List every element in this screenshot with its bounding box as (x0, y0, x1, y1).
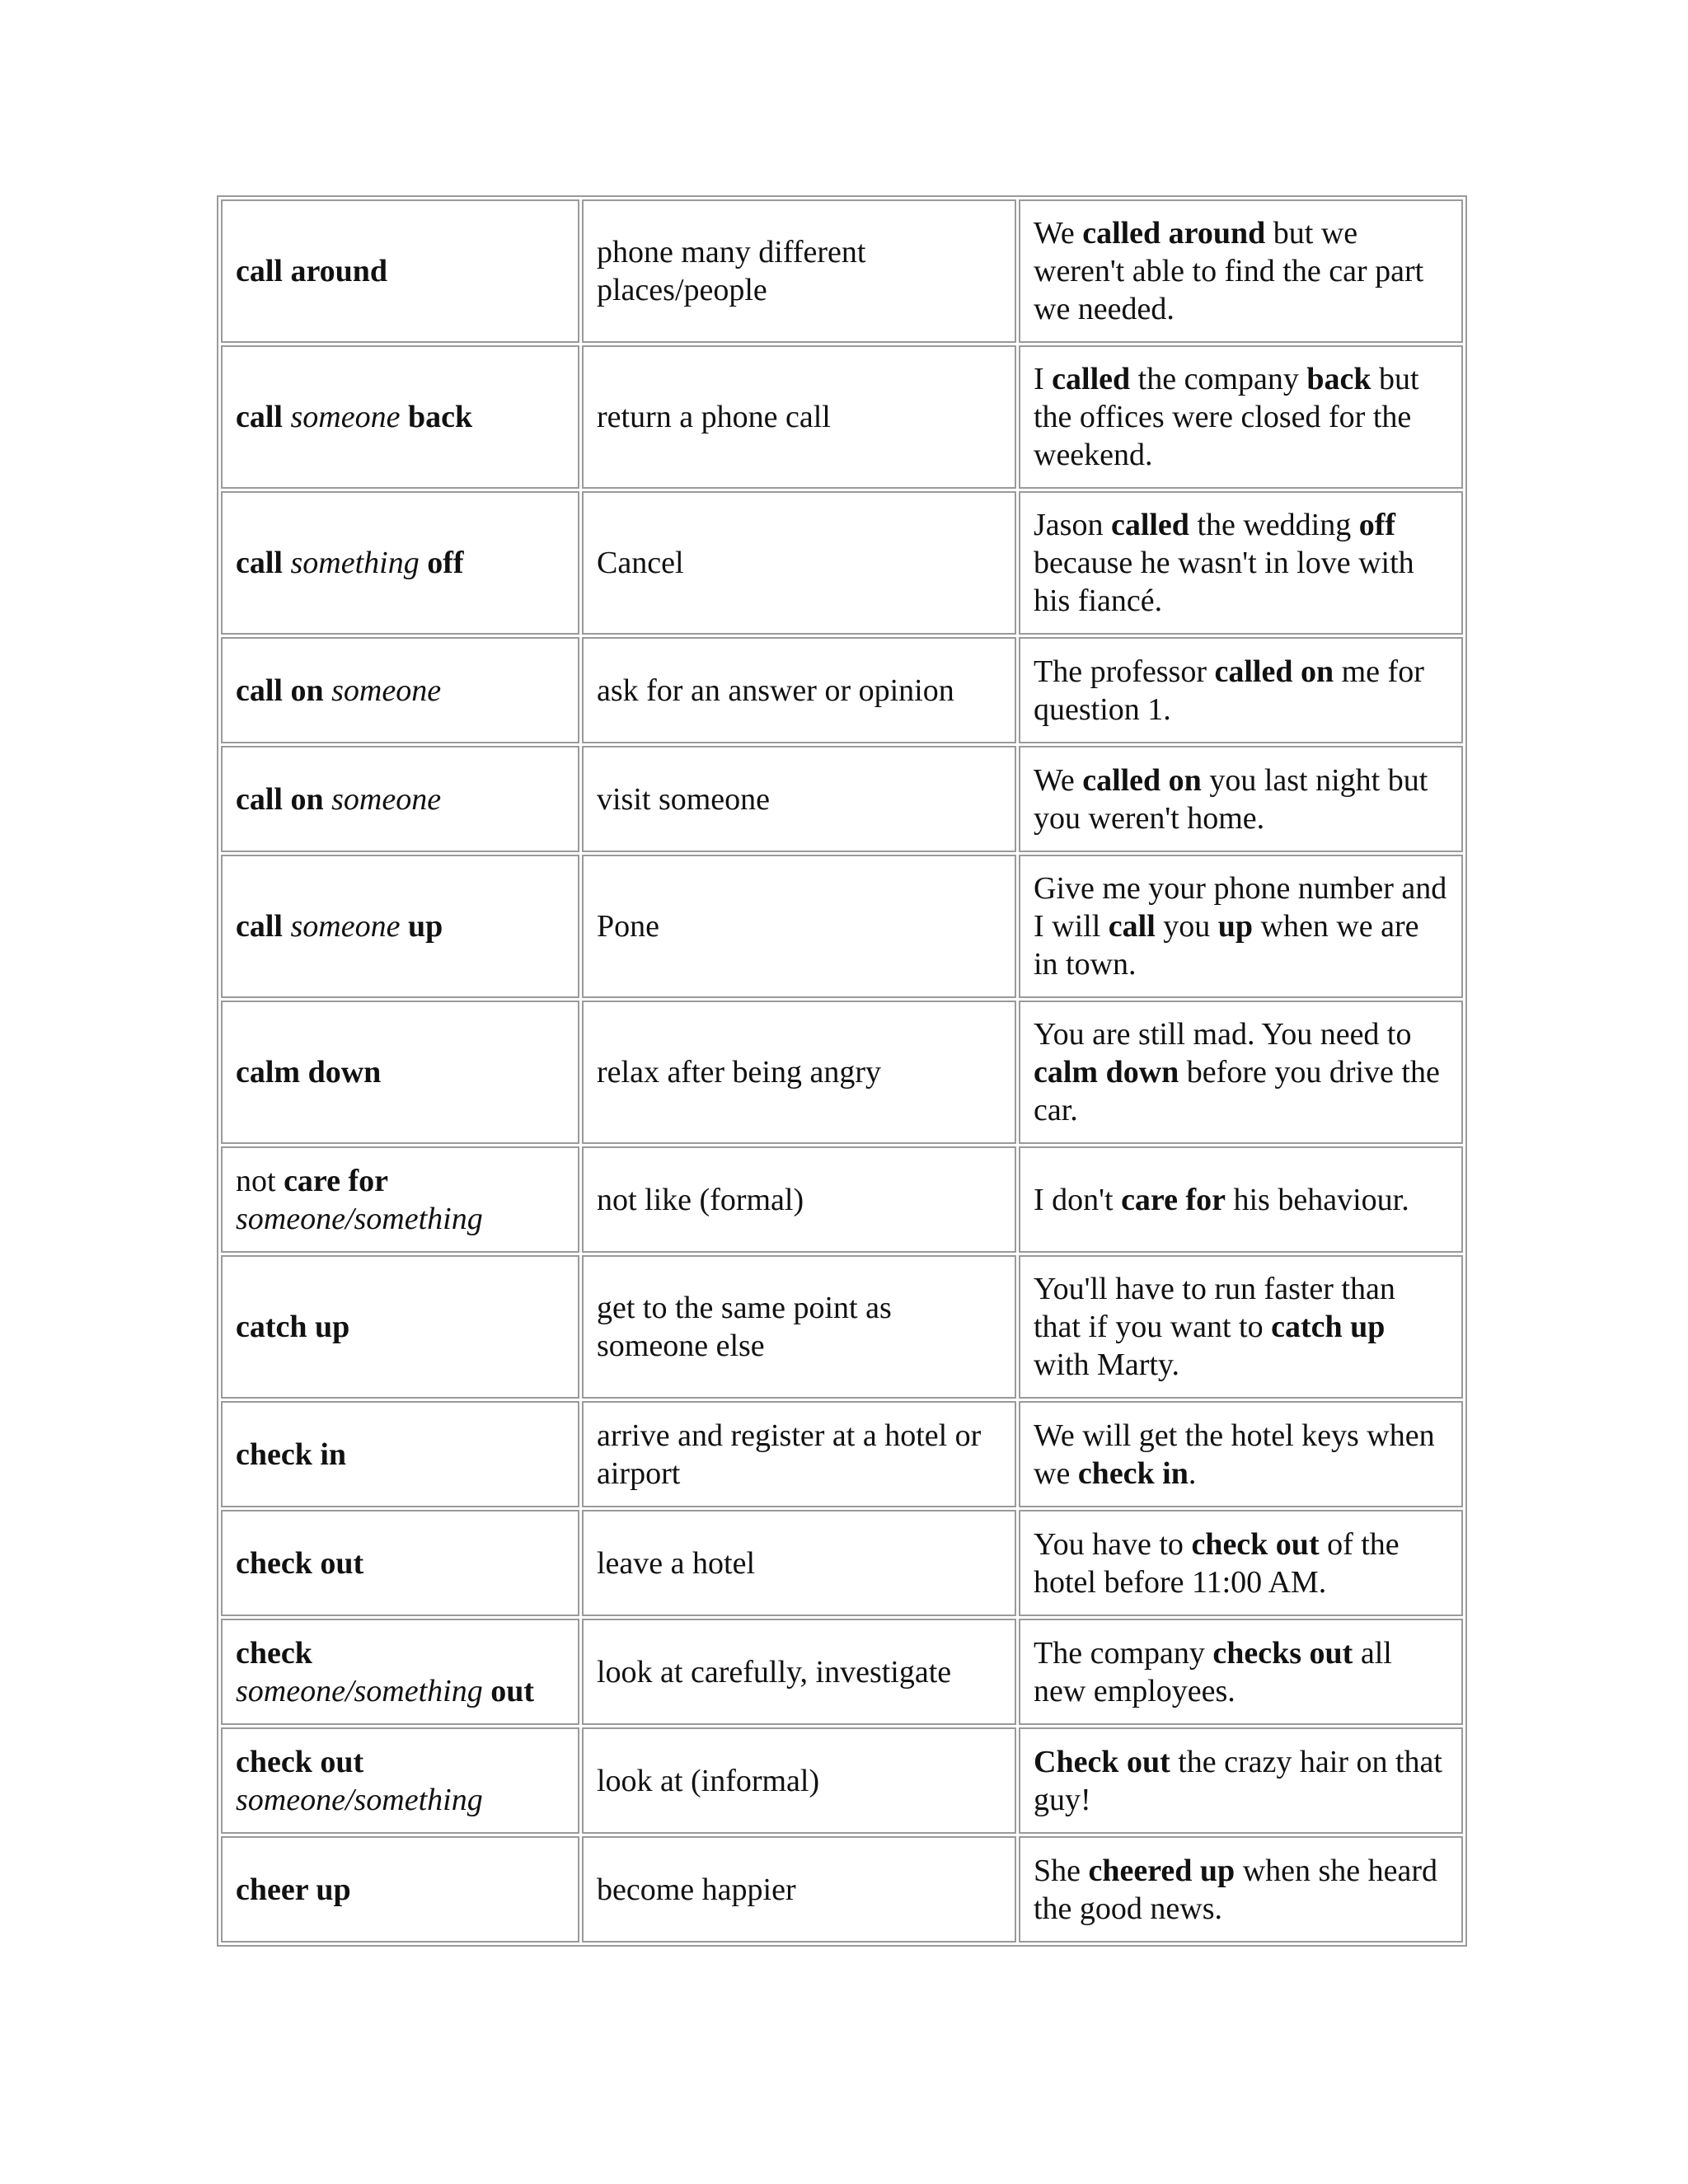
phrase-cell (221, 1727, 579, 1834)
table-row (221, 199, 1463, 343)
example-cell (1019, 1619, 1463, 1725)
phrase-cell (221, 1255, 579, 1399)
phrasal-verb-table (217, 195, 1467, 1947)
table-row (221, 1401, 1463, 1507)
meaning-cell: visit someone (582, 746, 1016, 852)
example-cell (1019, 1836, 1463, 1943)
bold-text: up (1217, 909, 1254, 944)
bold-text: catch up (1271, 1310, 1386, 1344)
italic-text: someone/something (236, 1782, 483, 1817)
table-row (221, 1836, 1463, 1943)
bold-text: call (236, 546, 283, 580)
text-segment (324, 673, 332, 708)
meaning-cell: relax after being angry (582, 1001, 1016, 1144)
bold-text: Check out (1034, 1744, 1170, 1779)
text-segment: you last night but you weren't home. (1034, 762, 1428, 836)
meaning-cell: return a phone call (582, 345, 1016, 489)
italic-text: someone (331, 673, 442, 708)
bold-text: calm down (236, 1055, 382, 1090)
meaning-cell: get to the same point as someone else (582, 1255, 1016, 1399)
text-segment (324, 782, 332, 817)
text-segment: all new employees. (1034, 1635, 1392, 1708)
example-cell (1019, 637, 1463, 743)
table-row (221, 1255, 1463, 1399)
example-cell (1019, 1510, 1463, 1616)
example-cell (1019, 1255, 1463, 1399)
table-row (221, 345, 1463, 489)
text-segment (400, 400, 408, 434)
text-segment: before you drive the car. (1034, 1055, 1440, 1127)
text-segment (400, 909, 408, 944)
text-segment (420, 546, 428, 580)
table-body (221, 199, 1463, 1943)
bold-text: care for (1121, 1182, 1226, 1217)
text-segment: We (1034, 216, 1083, 251)
bold-text: called (1110, 508, 1189, 542)
phrase-cell (221, 1510, 579, 1616)
bold-text: up (407, 909, 443, 944)
text-segment: you (1155, 909, 1218, 944)
text-segment: She (1034, 1853, 1089, 1888)
bold-text: check in (236, 1436, 347, 1472)
bold-text: back (407, 400, 473, 434)
text-segment: . (1188, 1455, 1197, 1491)
text-segment: the crazy hair on that guy! (1034, 1744, 1442, 1817)
text-segment: when she heard the good news. (1034, 1853, 1438, 1926)
bold-text: called on (1082, 762, 1202, 798)
phrase-cell (221, 199, 579, 343)
example-cell (1019, 855, 1463, 998)
phrase-cell (221, 746, 579, 852)
text-segment: but the offices were closed for the weekend. (1034, 362, 1419, 472)
phrase-cell (221, 1401, 579, 1507)
table-row (221, 1146, 1463, 1253)
example-cell (1019, 1401, 1463, 1507)
example-cell (1019, 1001, 1463, 1144)
table-row (221, 491, 1463, 635)
italic-text: someone/something (236, 1673, 483, 1708)
bold-text: called around (1082, 216, 1266, 251)
text-segment: because he wasn't in love with his fiancé. (1034, 546, 1414, 618)
text-segment: the wedding (1189, 508, 1359, 542)
text-segment: You'll have to run faster than that if you want to (1034, 1272, 1395, 1344)
example-cell (1019, 1146, 1463, 1253)
phrase-cell (221, 1146, 579, 1253)
text-segment: the company (1130, 362, 1307, 396)
phrase-cell (221, 1836, 579, 1943)
meaning-cell: arrive and register at a hotel or airport (582, 1401, 1016, 1507)
table-row (221, 1619, 1463, 1725)
bold-text: off (427, 546, 464, 580)
meaning-cell: Cancel (582, 491, 1016, 635)
table-row (221, 1510, 1463, 1616)
table-row (221, 1727, 1463, 1834)
example-cell (1019, 345, 1463, 489)
table-row (221, 746, 1463, 852)
bold-text: cheered up (1088, 1853, 1236, 1888)
phrase-cell (221, 1619, 579, 1725)
bold-text: back (1306, 362, 1372, 396)
meaning-cell: phone many different places/people (582, 199, 1016, 343)
italic-text: someone/something (236, 1201, 483, 1236)
italic-text: someone (290, 400, 401, 434)
table-row (221, 637, 1463, 743)
text-segment: not (236, 1163, 284, 1198)
text-segment: The professor (1034, 654, 1215, 689)
phrase-cell (221, 855, 579, 998)
text-segment: his behaviour. (1226, 1182, 1409, 1217)
meaning-cell: look at carefully, investigate (582, 1619, 1016, 1725)
text-segment: but we weren't able to find the car part we needed. (1034, 216, 1424, 326)
meaning-cell: not like (formal) (582, 1146, 1016, 1253)
bold-text: call on (236, 781, 324, 817)
bold-text: catch up (236, 1310, 350, 1344)
text-segment: me for question 1. (1034, 654, 1424, 727)
bold-text: check out (236, 1744, 364, 1779)
bold-text: check (236, 1635, 312, 1671)
bold-text: called (1052, 362, 1131, 396)
bold-text: call on (236, 673, 324, 708)
example-cell (1019, 491, 1463, 635)
meaning-cell: leave a hotel (582, 1510, 1016, 1616)
bold-text: call (1108, 909, 1156, 944)
meaning-cell: ask for an answer or opinion (582, 637, 1016, 743)
italic-text: something (290, 546, 420, 580)
text-segment: Give me your phone number and I will (1034, 871, 1447, 944)
bold-text: check out (1191, 1526, 1320, 1562)
phrase-cell (221, 491, 579, 635)
text-segment: You have to (1034, 1526, 1192, 1562)
bold-text: checks out (1212, 1635, 1353, 1671)
bold-text: check in (1077, 1455, 1189, 1491)
bold-text: care for (284, 1163, 388, 1198)
italic-text: someone (331, 781, 442, 817)
phrase-cell (221, 1001, 579, 1144)
bold-text: check out (236, 1545, 364, 1581)
bold-text: called on (1214, 654, 1334, 689)
example-cell (1019, 199, 1463, 343)
text-segment: when we are in town. (1034, 909, 1419, 982)
text-segment: You are still mad. You need to (1034, 1017, 1412, 1052)
text-segment: Jason (1034, 508, 1111, 542)
text-segment: I (1034, 362, 1053, 396)
text-segment: We will get the hotel keys when we (1034, 1418, 1435, 1491)
text-segment: with Marty. (1034, 1347, 1179, 1382)
bold-text: out (490, 1673, 535, 1708)
meaning-cell: look at (informal) (582, 1727, 1016, 1834)
example-cell (1019, 1727, 1463, 1834)
bold-text: cheer up (236, 1872, 351, 1907)
meaning-cell: become happier (582, 1836, 1016, 1943)
table-row (221, 855, 1463, 998)
example-cell (1019, 746, 1463, 852)
phrase-cell (221, 345, 579, 489)
table-row (221, 1001, 1463, 1144)
text-segment (483, 1674, 491, 1708)
text-segment: I don't (1034, 1182, 1122, 1217)
text-segment: of the hotel before 11:00 AM. (1034, 1526, 1400, 1600)
phrase-cell (221, 637, 579, 743)
bold-text: call (236, 909, 283, 944)
bold-text: off (1358, 508, 1396, 542)
text-segment: We (1034, 762, 1083, 798)
bold-text: calm down (1034, 1055, 1179, 1090)
text-segment: The company (1034, 1635, 1213, 1671)
meaning-cell: Pone (582, 855, 1016, 998)
bold-text: call around (236, 254, 388, 288)
italic-text: someone (290, 909, 401, 944)
bold-text: call (236, 400, 283, 434)
